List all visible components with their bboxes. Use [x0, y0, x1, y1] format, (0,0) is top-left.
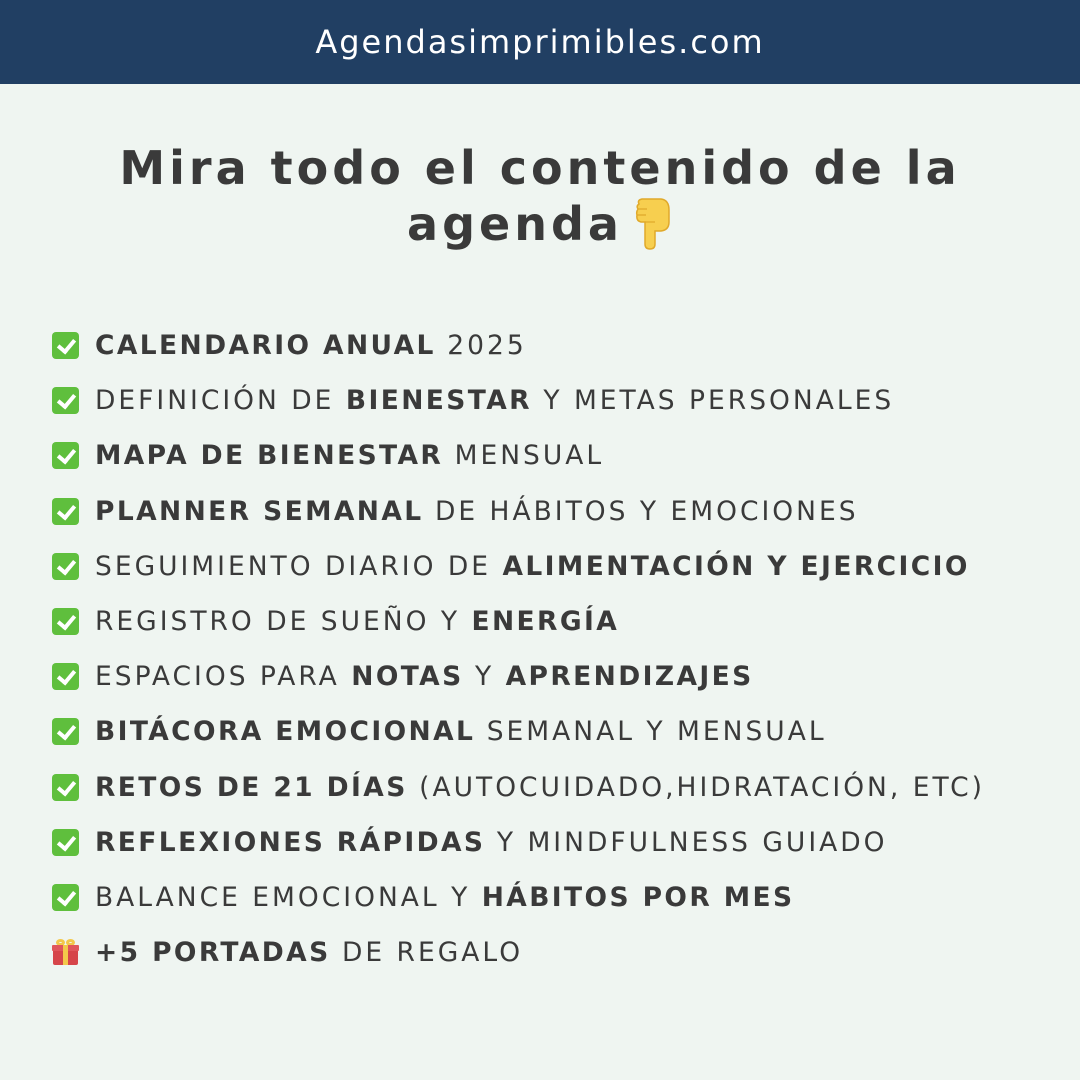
- list-item: [52, 594, 985, 649]
- content-checklist: [52, 318, 985, 980]
- list-item-text: [95, 661, 754, 692]
- regular-text: ESPACIOS PARA: [95, 661, 352, 693]
- check-icon: [52, 498, 79, 525]
- list-item-text: [95, 551, 970, 582]
- list-item: [52, 428, 985, 483]
- page-title: [0, 140, 1080, 252]
- bold-text: PLANNER SEMANAL: [95, 495, 424, 527]
- regular-text: DE REGALO: [330, 937, 524, 969]
- check-icon: [52, 884, 79, 911]
- bold-text: CALENDARIO ANUAL: [95, 330, 436, 362]
- list-item: [52, 539, 985, 594]
- pointing-down-hand-icon: [633, 198, 673, 250]
- regular-text: 2025: [435, 330, 527, 362]
- regular-text: SEGUIMIENTO DIARIO DE: [95, 550, 503, 582]
- list-item-text: [95, 827, 888, 858]
- check-icon: [52, 829, 79, 856]
- regular-text: BALANCE EMOCIONAL Y: [95, 881, 482, 913]
- header-bar: [0, 0, 1080, 84]
- list-item: [52, 373, 985, 428]
- bold-text: ALIMENTACIÓN Y EJERCICIO: [502, 550, 970, 582]
- bold-text: NOTAS: [351, 661, 464, 693]
- list-item-text: [95, 496, 859, 527]
- bold-text: RETOS DE 21 DÍAS: [95, 771, 408, 803]
- bold-text: BIENESTAR: [345, 385, 532, 417]
- site-url: Agendasimprimibles.com: [315, 23, 765, 61]
- title-line-1: Mira todo el contenido de la: [119, 141, 961, 195]
- bold-text: BITÁCORA EMOCIONAL: [95, 716, 476, 748]
- list-item: [52, 815, 985, 870]
- check-icon: [52, 442, 79, 469]
- list-item: [52, 484, 985, 539]
- bold-text: ENERGÍA: [471, 606, 620, 638]
- bold-text: HÁBITOS POR MES: [481, 881, 795, 913]
- list-item-text: [95, 882, 795, 913]
- list-item-text: [95, 385, 894, 416]
- list-item: [52, 760, 985, 815]
- check-icon: [52, 718, 79, 745]
- list-item-text: [95, 330, 527, 361]
- gift-icon: [52, 939, 79, 966]
- bold-text: APRENDIZAJES: [505, 661, 754, 693]
- regular-text: REGISTRO DE SUEÑO Y: [95, 606, 472, 638]
- check-icon: [52, 553, 79, 580]
- regular-text: MENSUAL: [443, 440, 605, 472]
- check-icon: [52, 663, 79, 690]
- bold-text: MAPA DE BIENESTAR: [95, 440, 444, 472]
- list-item-text: [95, 716, 827, 747]
- list-item-text: [95, 606, 619, 637]
- regular-text: Y MINDFULNESS GUIADO: [485, 826, 888, 858]
- list-item: [52, 925, 985, 980]
- list-item-text: [95, 937, 523, 968]
- list-item-text: [95, 440, 604, 471]
- check-icon: [52, 774, 79, 801]
- regular-text: Y METAS PERSONALES: [531, 385, 895, 417]
- regular-text: Y: [463, 661, 506, 693]
- bold-text: +5 PORTADAS: [95, 937, 331, 969]
- bold-text: REFLEXIONES RÁPIDAS: [95, 826, 486, 858]
- regular-text: (AUTOCUIDADO,HIDRATACIÓN, ETC): [407, 771, 985, 803]
- check-icon: [52, 332, 79, 359]
- list-item: [52, 649, 985, 704]
- list-item-text: [95, 772, 985, 803]
- check-icon: [52, 387, 79, 414]
- regular-text: DEFINICIÓN DE: [95, 385, 346, 417]
- regular-text: DE HÁBITOS Y EMOCIONES: [423, 495, 859, 527]
- list-item: [52, 870, 985, 925]
- list-item: [52, 704, 985, 759]
- list-item: [52, 318, 985, 373]
- title-line-2: agenda: [407, 197, 623, 251]
- check-icon: [52, 608, 79, 635]
- title-line-2-wrap: [0, 196, 1080, 252]
- regular-text: SEMANAL Y MENSUAL: [475, 716, 827, 748]
